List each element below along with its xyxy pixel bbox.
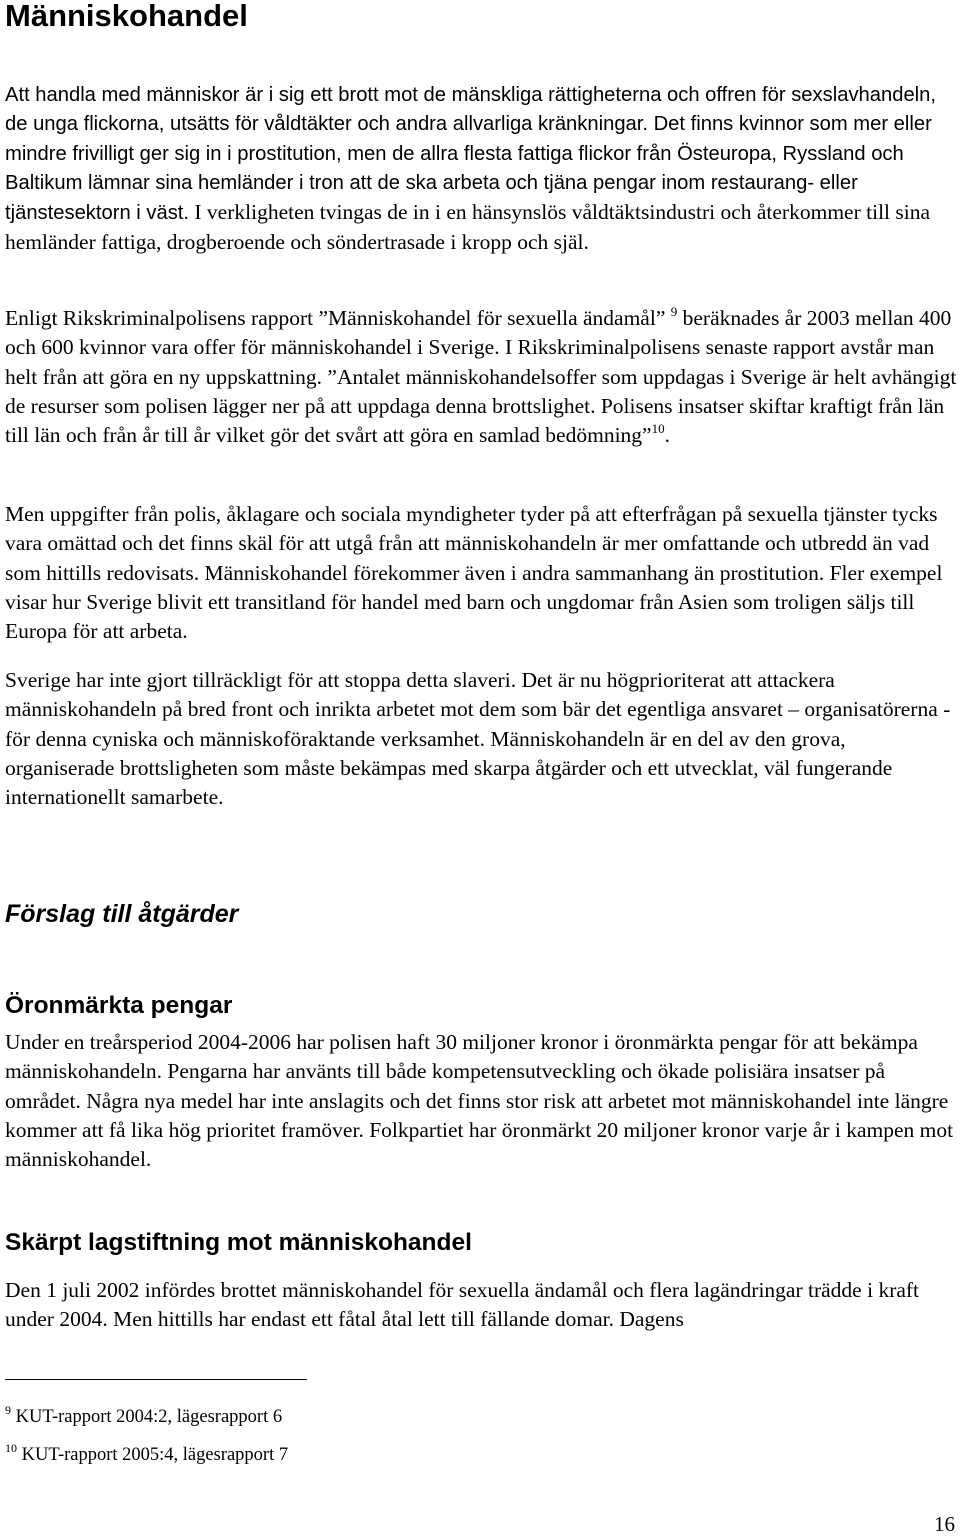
paragraph-priority: Sverige har inte gjort tillräckligt för att stoppa detta slaveri. Det är nu högprioriterat att attackera människohandeln på bred front och inrikta arbetet mot dem som bär det egentliga ansvaret – organisatörerna - för denna cyniska och människoföraktande verksamhet. Människohandeln är en del av den grova, organiserade brottsligheten som måste bekämpas med skarpa åtgärder och ett utvecklat, väl fungerande internationellt samarbete. xyxy=(5,668,951,810)
page-number: 16 xyxy=(934,1512,955,1536)
subsection-heading-funding: Öronmärkta pengar xyxy=(5,992,233,1019)
paragraph-intro xyxy=(5,81,960,258)
paragraph-statistics-part1: Enligt Rikskriminalpolisens rapport ”Människohandel för sexuella ändamål” xyxy=(5,306,671,330)
paragraph-statistics-part2: beräknades år 2003 mellan 400 och 600 kvinnor vara offer för människohandel i Sverige. I Rikskriminalpolisens senaste rapport avstår man helt från att göra en ny uppskattning. ”Antalet människohandelsoffer som uppdagas i Sverige är helt avhängigt de resurser som polisen lägger ner på att uppdaga denna brottslighet. Polisens insatser skiftar kraftigt från län till län och från år till år vilket gör det svårt att göra en samlad bedömning” xyxy=(5,306,957,448)
footnote-ref-9[interactable]: 9 xyxy=(670,304,678,319)
footnote-9 xyxy=(5,1405,282,1429)
footnote-ref-10[interactable]: 10 xyxy=(651,421,665,437)
paragraph-funding: Under en treårsperiod 2004-2006 har polisen haft 30 miljoner kronor i öronmärkta pengar för att bekämpa människohandeln. Pengarna har använts till både kompetensutveckling och ökade polisiära insatser på området. Några nya medel har inte anslagits och det finns stor risk att arbetet mot människohandel inte längre kommer att få lika hög prioritet framöver. Folkpartiet har öronmärkt 20 miljoner kronor varje år i kampen mot människohandel. xyxy=(5,1030,954,1172)
subsection-heading-legislation: Skärpt lagstiftning mot människohandel xyxy=(5,1229,472,1256)
footnote-mark-9: 9 xyxy=(5,1403,11,1417)
footnote-text-9: KUT-rapport 2004:2, lägesrapport 6 xyxy=(11,1407,283,1427)
paragraph-intro-serif: I verkligheten tvingas de in i en hänsynslös våldtäktsindustri och återkommer till sina hemländer fattiga, drogberoende och söndertrasade i kropp och själ. xyxy=(5,200,931,255)
footnote-mark-10: 10 xyxy=(5,1441,17,1455)
paragraph-legislation: Den 1 juli 2002 infördes brottet människohandel för sexuella ändamål och flera lagändringar trädde i kraft under 2004. Men hittills har endast ett fåtal åtal lett till fällande domar. Dagens xyxy=(5,1278,920,1332)
footnote-text-10: KUT-rapport 2005:4, lägesrapport 7 xyxy=(17,1445,289,1465)
paragraph-statistics-part3: . xyxy=(664,423,670,448)
page-title: Människohandel xyxy=(5,0,248,33)
section-heading: Förslag till åtgärder xyxy=(5,900,239,928)
paragraph-statistics xyxy=(5,304,960,450)
footnote-separator xyxy=(5,1379,307,1380)
footnote-10 xyxy=(5,1443,288,1467)
paragraph-demand: Men uppgifter från polis, åklagare och sociala myndigheter tyder på att efterfrågan på sexuella tjänster tycks vara omättad och det finns skäl för att utgå från att människohandeln är mer omfattande och utbredd än vad som hittills redovisats. Människohandel förekommer även i andra sammanhang än prostitution. Fler exempel visar hur Sverige blivit ett transitland för handel med barn och ungdomar från Asien som troligen säljs till Europa för att arbeta. xyxy=(5,502,943,644)
paragraph-intro-sans: Att handla med människor är i sig ett brott mot de mänskliga rättigheterna och offren för sexslavhandeln, de unga flickorna, utsätts för våldtäkter och andra allvarliga kränkningar. Det finns kvinnor som mer eller mindre frivilligt ger sig in i prostitution, men de allra flesta fattiga flickor från Östeuropa, Ryssland och Baltikum lämnar sina hemländer i tron att de ska arbeta och tjäna pengar inom restaurang- eller tjänstesektorn i väst. xyxy=(5,84,936,225)
